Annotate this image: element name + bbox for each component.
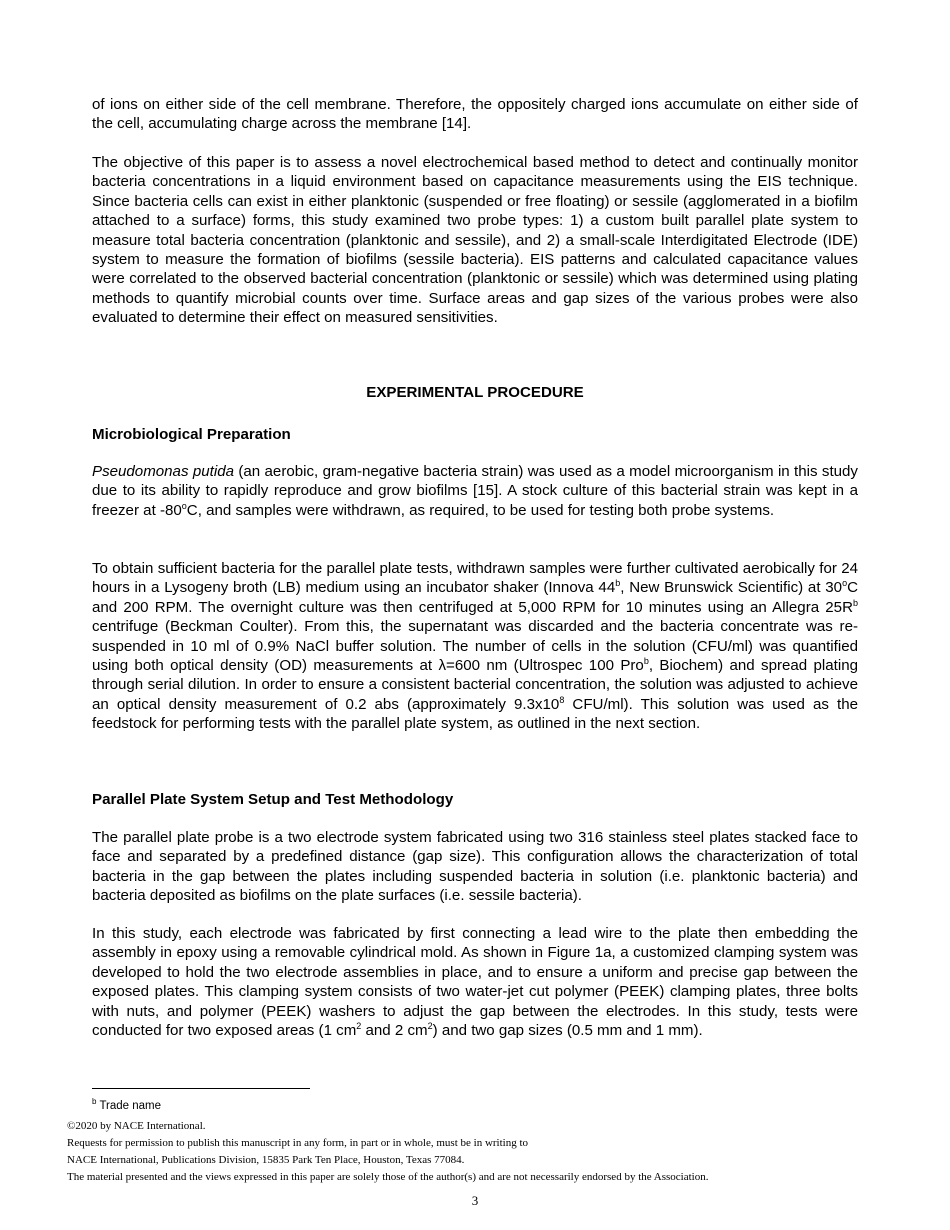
- footnote-trade-name: $^b$ Trade name: [92, 1097, 162, 1112]
- paragraph-parallel-plate-1: The parallel plate probe is a two electrode system fabricated using two 316 stainless steel plates stacked face to face and separated by a predefined distance (gap size). This configuration allows the characterization of total bacteria in the gap between the plates including suspended bacteria in solution (i.e. planktonic bacteria) and bacteria deposited as biofilms on the plate surfaces (i.e. sessile bacteria).: [92, 829, 858, 905]
- paragraph-parallel-plate-2: In this study, each electrode was fabricated by first connecting a lead wire to the plate then embedding the assembly in epoxy using a removable cylindrical mold. As shown in Figure 1a, a customized clamping system was developed to hold the two electrode assemblies in place, and to ensure a uniform and precise gap between the exposed plates. This clamping system consists of two water-jet cut polymer (PEEK) clamping plates, three bolts with nuts, and polymer (PEEK) washers to adjust the gap between the electrodes. In this study, tests were conducted for two exposed areas (1 $cm^2$ and 2 $cm^2$) and two gap sizes (0.5 mm and 1 mm).: [92, 925, 858, 1040]
- permission-line-1: Requests for permission to publish this manuscript in any form, in part or in whole, must be in writing to: [67, 1137, 529, 1149]
- page-number: 3: [471, 1193, 479, 1208]
- permission-line-2: NACE International, Publications Division, 15835 Park Ten Place, Houston, Texas 77084.: [67, 1154, 465, 1166]
- subheading-parallel-plate: Parallel Plate System Setup and Test Methodology: [92, 791, 454, 808]
- copyright-line: ©2020 by NACE International.: [67, 1120, 206, 1132]
- paragraph-intro-end: of ions on either side of the cell membrane. Therefore, the oppositely charged ions accumulate on either side of the cell, accumulating charge across the membrane [14].: [92, 96, 858, 133]
- subheading-microbiological-preparation: Microbiological Preparation: [92, 426, 291, 443]
- paragraph-microbiological-2: To obtain sufficient bacteria for the parallel plate tests, withdrawn samples were further cultivated aerobically for 24 hours in a Lysogeny broth (LB) medium using an incubator shaker (Innova 44$^b$, New Brunswick Scientific) at 30$^o$C and 200 RPM. The overnight culture was then centrifuged at 5,000 RPM for 10 minutes using an Allegra $25R^b$ centrifuge (Beckman Coulter). From this, the supernatant was discarded and the bacteria concentrate was re-suspended in 10 ml of 0.9% NaCl buffer solution. The number of cells in the solution (CFU/ml) was quantified using both optical density (OD) measurements at λ=600 nm (Ultrospec 100 Pro$^b$, Biochem) and spread plating through serial dilution. In order to ensure a consistent bacterial concentration, the solution was adjusted to achieve an optical density measurement of 0.2 abs (approximately $9.3x10^8$ CFU/ml). This solution was used as the feedstock for performing tests with the parallel plate system, as outlined in the next section.: [92, 560, 859, 733]
- footnote-divider: [92, 1088, 310, 1089]
- section-title: EXPERIMENTAL PROCEDURE: [366, 384, 584, 401]
- species-name: Pseudomonas putida: [92, 463, 234, 480]
- paragraph-microbiological-1: Pseudomonas putida (an aerobic, gram-negative bacteria strain) was used as a model microorganism in this study due to its ability to rapidly reproduce and grow biofilms [15]. A stock culture of this bacterial strain was kept in a freezer at -80$^o$C, and samples were withdrawn, as required, to be used for testing both probe systems.: [92, 463, 858, 519]
- paragraph-objective: The objective of this paper is to assess a novel electrochemical based method to detect and continually monitor bacteria concentrations in a liquid environment based on capacitance measurements using the EIS technique. Since bacteria cells can exist in either planktonic (suspended or free floating) or sessile (agglomerated in a biofilm attached to a surface) forms, this study examined two probe types: 1) a custom built parallel plate system to measure total bacteria concentration (planktonic and sessile), and 2) a small-scale Interdigitated Electrode (IDE) system to measure the formation of biofilms (sessile bacteria). EIS patterns and calculated capacitance values were correlated to the observed bacterial concentration (planktonic or sessile) which was determined using plating methods to quantify microbial counts over time. Surface areas and gap sizes of the various probes were also evaluated to determine their effect on measured sensitivities.: [92, 154, 858, 327]
- disclaimer-line: The material presented and the views expressed in this paper are solely those of the author(s) and are not necessarily endorsed by the Association.: [67, 1171, 709, 1183]
